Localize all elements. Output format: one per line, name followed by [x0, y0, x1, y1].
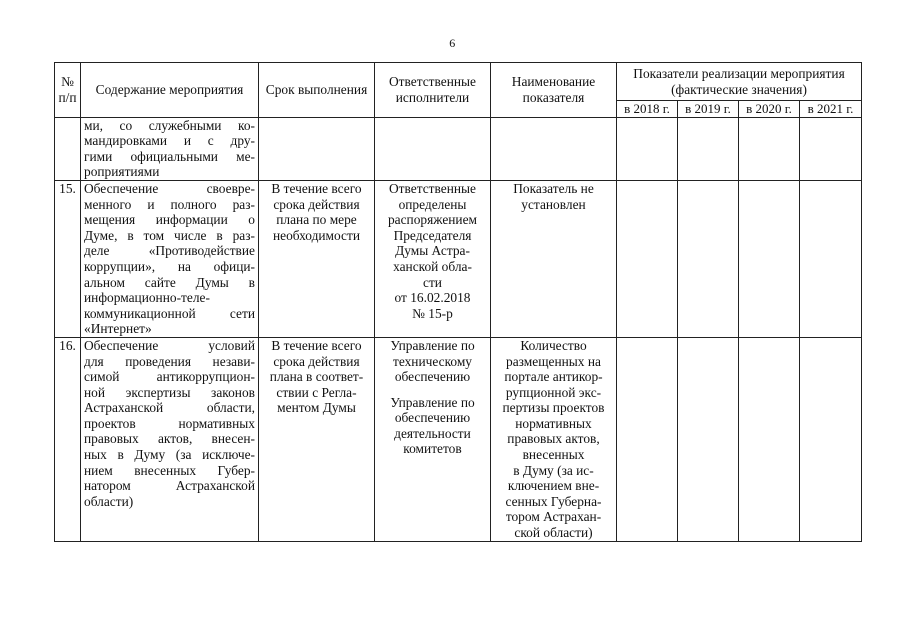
cell-line: ствии с Регла-	[276, 384, 357, 400]
cell-line: Управление по	[390, 394, 475, 410]
cell-line: ных в Думу (за исключе-	[84, 447, 255, 463]
row-deadline	[259, 180, 375, 337]
cell-line: ской области)	[514, 525, 593, 541]
cell-line: менного и полного раз-	[84, 196, 255, 212]
cell-line: обеспечению	[394, 410, 471, 426]
cell-line: обеспечению	[394, 369, 471, 385]
row-indicator-name	[491, 117, 617, 180]
header-row	[55, 63, 862, 101]
row-number: 16.	[55, 337, 81, 541]
row-year-value	[678, 117, 739, 180]
cell-line: мещения информации о	[84, 212, 255, 228]
cell-line: нием внесенных Губер-	[84, 462, 255, 478]
cell-line: роприятиями	[84, 164, 160, 180]
cell-line: области)	[84, 493, 134, 509]
table-row	[55, 337, 862, 541]
row-year-value	[739, 337, 800, 541]
cell-line: ключением вне-	[507, 478, 600, 494]
cell-line: № 15-р	[412, 305, 453, 321]
row-year-value	[739, 117, 800, 180]
cell-line: ной экспертизы законов	[84, 384, 255, 400]
row-responsible	[375, 337, 491, 541]
cell-line: «Интернет»	[84, 321, 152, 337]
cell-line: Управление по	[390, 337, 475, 353]
cell-line: Количество	[520, 337, 587, 353]
cell-line: срока действия	[273, 353, 360, 369]
row-responsible	[375, 180, 491, 337]
cell-line: натором Астраханской	[84, 478, 255, 494]
cell-line: симой антикоррупцион-	[84, 369, 255, 385]
cell-line: Показатель не	[513, 180, 594, 196]
cell-line: комитетов	[403, 441, 462, 457]
row-deadline	[259, 337, 375, 541]
cell-line: альном сайте Думы в	[84, 274, 255, 290]
row-content	[81, 117, 259, 180]
cell-line: ми, со служебными ко-	[84, 117, 255, 133]
header-content: Содержание мероприятия	[81, 63, 259, 118]
cell-line: коррупции», на офици-	[84, 258, 255, 274]
cell-line: плана по мере	[276, 212, 357, 228]
cell-line: для проведения незави-	[84, 353, 255, 369]
cell-line: ментом Думы	[277, 400, 356, 416]
cell-line: ханской обла-	[393, 258, 472, 274]
row-year-value	[800, 117, 862, 180]
cell-line: Ответственные	[389, 180, 476, 196]
header-year-2019: в 2019 г.	[678, 101, 739, 118]
cell-line: Обеспечение своевре-	[84, 180, 255, 196]
cell-line: определены	[398, 196, 467, 212]
row-indicator-name	[491, 180, 617, 337]
row-deadline	[259, 117, 375, 180]
cell-line: портале антикор-	[504, 369, 603, 385]
cell-line: мандировками и с дру-	[84, 133, 255, 149]
row-year-value	[678, 180, 739, 337]
cell-line: коммуникационной сети	[84, 305, 255, 321]
cell-line: гими официальными ме-	[84, 148, 255, 164]
cell-line: Обеспечение условий	[84, 337, 255, 353]
row-year-value	[617, 337, 678, 541]
cell-line: пертизы проектов	[502, 400, 605, 416]
cell-line: правовых актов,	[507, 431, 600, 447]
header-year-2018: в 2018 г.	[617, 101, 678, 118]
cell-line: проектов нормативных	[84, 415, 255, 431]
cell-line: в Думу (за ис-	[513, 462, 594, 478]
cell-line: деятельности	[394, 425, 471, 441]
table-row	[55, 117, 862, 180]
header-num: № п/п	[55, 63, 81, 118]
row-number: 15.	[55, 180, 81, 337]
cell-line: информационно-теле-	[84, 290, 210, 306]
row-content	[81, 180, 259, 337]
row-year-value	[617, 117, 678, 180]
cell-line: от 16.02.2018	[394, 290, 471, 306]
cell-line: размещенных на	[506, 353, 601, 369]
cell-line: необходимости	[272, 227, 361, 243]
header-indicator-name: Наименование показателя	[491, 63, 617, 118]
cell-line: нормативных	[515, 415, 592, 431]
cell-line: сти	[423, 274, 442, 290]
row-year-value	[739, 180, 800, 337]
cell-line: правовых актов, внесен-	[84, 431, 255, 447]
row-content	[81, 337, 259, 541]
cell-line: В течение всего	[271, 337, 362, 353]
cell-line: деле «Противодействие	[84, 243, 255, 259]
row-year-value	[800, 337, 862, 541]
header-year-2021: в 2021 г.	[800, 101, 862, 118]
cell-line: тором Астрахан-	[505, 509, 602, 525]
cell-line: Астраханской области,	[84, 400, 255, 416]
cell-line: плана в соответ-	[269, 369, 364, 385]
cell-line: В течение всего	[271, 180, 362, 196]
header-deadline: Срок выполнения	[259, 63, 375, 118]
cell-line: установлен	[521, 196, 586, 212]
measures-table	[54, 62, 862, 542]
row-responsible	[375, 117, 491, 180]
cell-line: Думе, в том числе в раз-	[84, 227, 255, 243]
cell-line: распоряжением	[387, 212, 478, 228]
cell-line: Думы Астра-	[395, 243, 470, 259]
row-year-value	[617, 180, 678, 337]
row-number	[55, 117, 81, 180]
cell-line: сенных Губерна-	[505, 493, 602, 509]
cell-line: рупционной экс-	[505, 384, 602, 400]
header-indicators-group: Показатели реализации мероприятия (фактические значения)	[617, 63, 862, 101]
header-year-2020: в 2020 г.	[739, 101, 800, 118]
row-year-value	[678, 337, 739, 541]
page-number: 6	[449, 36, 456, 50]
row-indicator-name	[491, 337, 617, 541]
cell-line: срока действия	[273, 196, 360, 212]
spacer	[378, 385, 487, 395]
cell-line: техническому	[392, 353, 473, 369]
table-row	[55, 180, 862, 337]
cell-line: внесенных	[522, 447, 585, 463]
cell-line: Председателя	[393, 227, 472, 243]
header-responsible: Ответственные исполнители	[375, 63, 491, 118]
row-year-value	[800, 180, 862, 337]
